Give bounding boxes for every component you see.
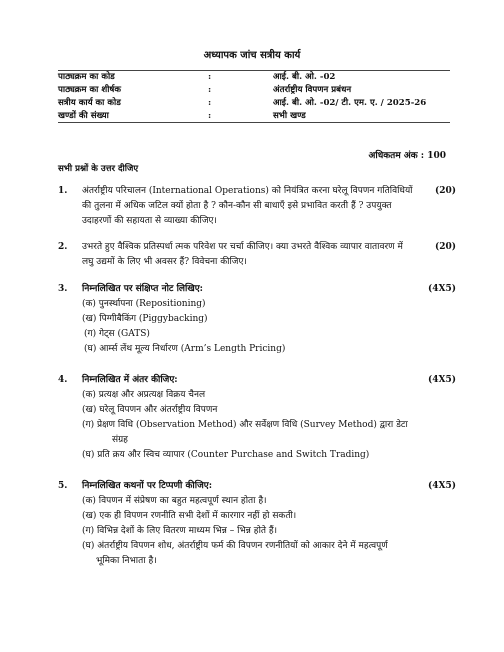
question-line: उभरते हुए वैश्विक प्रतिस्पर्धा त्मक परिवेश पर चर्चा कीजिए। क्या उभरते वैश्विक व्यापार वातावरण में — [82, 242, 403, 252]
question-marks: (20) — [434, 186, 456, 196]
info-row — [58, 110, 450, 123]
sub-item: (ग) प्रेक्षण विधि (Observation Method) और सर्वेक्षण विधि (Survey Method) द्वारा डेटा — [82, 420, 408, 430]
info-label: सत्रीय कार्य का कोड — [58, 98, 121, 108]
question-marks: (20) — [434, 242, 456, 252]
sub-item: (क) पुनर्स्थापना (Repositioning) — [82, 299, 206, 309]
sub-item: (ख) पिग्गीबैकिंग (Piggybacking) — [82, 314, 208, 324]
sub-item: (घ) अंतर्राष्ट्रीय विपणन शोध, अंतर्राष्ट्रीय फर्म की विपणन रणनीतियों को आकार देने में महत्वपूर्ण — [82, 541, 388, 551]
info-separator: : — [208, 85, 212, 95]
question-1 — [58, 184, 456, 229]
info-label: पाठ्यक्रम का कोड — [58, 71, 208, 84]
info-value: सभी खण्ड — [273, 110, 450, 123]
course-info-table — [58, 70, 450, 123]
question-4 — [58, 373, 456, 463]
question-number: 3. — [58, 284, 68, 294]
info-value: आई. बी. ओ. -02 — [273, 71, 450, 84]
info-row — [58, 97, 450, 110]
info-separator: : — [208, 98, 212, 108]
question-line: की तुलना में अधिक जटिल क्यों होता है ? कौन-कौन सी बाधाएँ इसे प्रभावित करती हैं ? उपयुक्त — [82, 201, 392, 211]
question-5 — [58, 479, 456, 569]
question-marks: (4X5) — [427, 481, 456, 491]
question-heading: निम्नलिखित कथनों पर टिप्पणी कीजिए: — [82, 481, 213, 491]
question-heading: निम्नलिखित पर संक्षिप्त नोट लिखिए: — [82, 284, 203, 294]
question-marks: (4X5) — [427, 375, 456, 385]
question-number: 5. — [58, 481, 68, 491]
sub-item: (क) प्रत्यक्ष और अप्रत्यक्ष विक्रय चैनल — [82, 390, 206, 400]
sub-item: (ग) गेट्स (GATS) — [84, 329, 150, 339]
question-number: 1. — [58, 186, 68, 196]
info-separator: : — [208, 71, 273, 84]
info-row — [58, 84, 450, 97]
question-2 — [58, 240, 456, 270]
question-line: उदाहरणों की सहायता से व्याख्या कीजिए। — [82, 216, 217, 226]
sub-item: (ग) विभिन्न देशों के लिए वितरण माध्यम भिन्न – भिन्न होते हैं। — [82, 526, 278, 536]
info-value: अंतर्राष्ट्रीय विपणन प्रबंधन — [273, 85, 352, 95]
question-3 — [58, 282, 456, 357]
instructions: सभी प्रश्नों के उत्तर दीजिए — [58, 164, 139, 174]
question-heading: निम्नलिखित में अंतर कीजिए: — [82, 375, 178, 385]
sub-item-continuation: संग्रह — [112, 435, 128, 445]
page-title: अध्यापक जांच सत्रीय कार्य — [203, 50, 301, 61]
info-label: खण्डों की संख्या — [58, 110, 208, 123]
info-label: पाठ्यक्रम का शीर्षक — [58, 85, 121, 95]
question-line: अंतर्राष्ट्रीय परिचालन (International Operations) को नियंत्रित करना घरेलू विपणन गतिविधियों — [82, 186, 413, 196]
sub-item: (घ) आर्म्स लेंथ मूल्य निर्धारण (Arm’s Length Pricing) — [84, 344, 286, 354]
info-row — [58, 71, 450, 84]
question-number: 4. — [58, 375, 68, 385]
question-number: 2. — [58, 242, 68, 252]
sub-item: (ख) घरेलू विपणन और अंतर्राष्ट्रीय विपणन — [82, 405, 218, 415]
sub-item: (घ) प्रति क्रय और स्विच व्यापार (Counter Purchase and Switch Trading) — [82, 450, 370, 460]
sub-item: (ख) एक ही विपणन रणनीति सभी देशों में कारगार नहीं हो सकती। — [82, 511, 297, 521]
info-value: आई. बी. ओ. -02/ टी. एम. ए. / 2025-26 — [273, 98, 427, 108]
info-separator: : — [208, 110, 273, 123]
sub-item-continuation: भूमिका निभाता है। — [96, 556, 157, 566]
question-marks: (4X5) — [427, 284, 456, 294]
sub-item: (क) विपणन में संप्रेषण का बहुत महत्वपूर्ण स्थान होता है। — [82, 496, 267, 506]
question-line: लघु उद्यमों के लिए भी अवसर हैं? विवेचना कीजिए। — [82, 257, 247, 267]
max-marks: अधिकतम अंक : 100 — [368, 151, 446, 161]
